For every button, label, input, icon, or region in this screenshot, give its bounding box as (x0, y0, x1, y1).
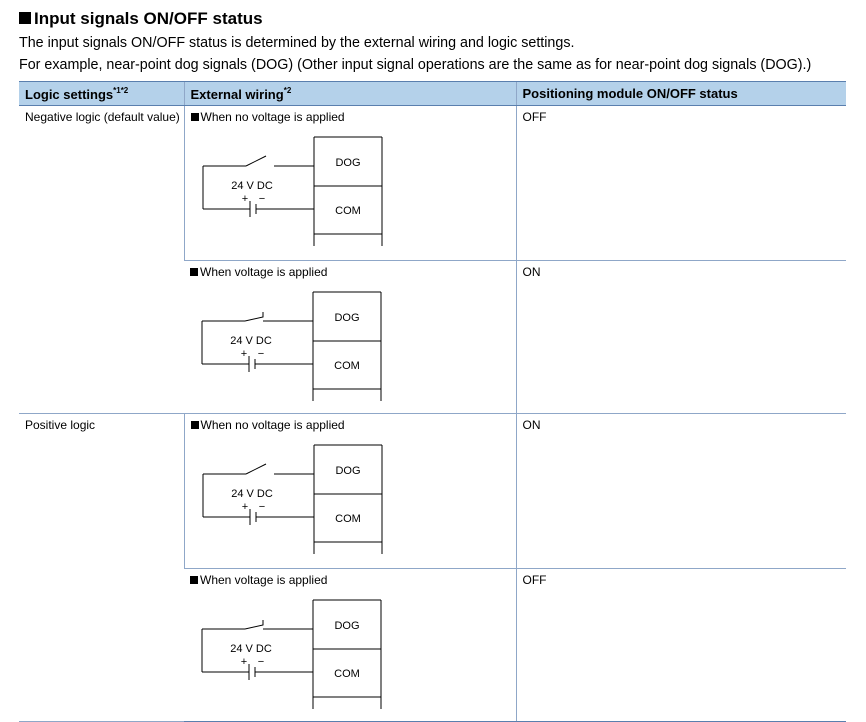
logic-cell-negative: Negative logic (default value) (19, 106, 184, 414)
square-bullet-icon (190, 268, 198, 276)
plus-sign: + (241, 193, 248, 205)
header-external-wiring: External wiring$^{*2}$ (184, 82, 516, 106)
com-terminal-label: COM (334, 205, 361, 217)
header-footnote-ref: *1*2 (113, 85, 129, 95)
square-bullet-icon (191, 421, 199, 429)
minus-sign: − (258, 501, 265, 513)
status-cell: OFF (516, 106, 846, 261)
intro-line-2: For example, near-point dog signals (DOG) (Other input signal operations are the same as for near-point dog signals (DOG).) (19, 57, 812, 73)
supply-voltage-label: 24 V DC (230, 643, 272, 655)
wiring-caption: When voltage is applied (190, 265, 516, 279)
plus-sign: + (240, 656, 248, 668)
section-title (19, 9, 263, 29)
header-onoff-status: Positioning module ON/OFF status (516, 82, 846, 106)
intro-line-1: The input signals ON/OFF status is determined by the external wiring and logic settings. (19, 35, 575, 51)
com-terminal-label: COM (334, 360, 360, 372)
switch-open-icon (246, 156, 266, 166)
wiring-diagram (195, 284, 395, 409)
minus-sign: − (257, 656, 265, 668)
dog-terminal-label: DOG (334, 157, 361, 169)
status-cell: ON (516, 414, 846, 569)
status-cell: ON (516, 261, 846, 414)
wiring-cell (184, 106, 516, 261)
plus-sign: + (241, 501, 248, 513)
square-bullet-icon (190, 576, 198, 584)
plus-sign: + (240, 348, 248, 360)
supply-voltage-label: 24 V DC (230, 180, 273, 192)
wiring-diagram (195, 592, 395, 717)
wiring-diagram (196, 437, 396, 562)
logic-cell-positive: Positive logic (19, 414, 184, 722)
table-header-row (19, 82, 846, 106)
minus-sign: − (257, 348, 265, 360)
wiring-caption: When no voltage is applied (191, 418, 516, 432)
switch-closed-icon (245, 312, 263, 321)
supply-voltage-label: 24 V DC (230, 335, 272, 347)
wiring-cell (184, 569, 516, 722)
section-title-text: Input signals ON/OFF status (34, 9, 263, 28)
dog-terminal-label: DOG (334, 312, 360, 324)
minus-sign: − (258, 193, 265, 205)
header-logic-settings: Logic settings$^{*1*2}$ (19, 82, 184, 106)
status-cell: OFF (516, 569, 846, 722)
header-footnote-ref: *2 (283, 85, 292, 95)
square-bullet-icon (19, 12, 31, 24)
com-terminal-label: COM (334, 668, 360, 680)
table-row (19, 106, 846, 261)
dog-terminal-label: DOG (334, 465, 361, 477)
supply-voltage-label: 24 V DC (230, 488, 273, 500)
table-row (19, 414, 846, 569)
wiring-cell (184, 261, 516, 414)
logic-table (19, 81, 846, 722)
wiring-diagram (196, 129, 396, 254)
wiring-caption: When voltage is applied (190, 573, 516, 587)
switch-closed-icon (245, 620, 263, 629)
wiring-cell (184, 414, 516, 569)
dog-terminal-label: DOG (334, 620, 360, 632)
switch-open-icon (246, 464, 266, 474)
com-terminal-label: COM (334, 513, 361, 525)
wiring-caption: When no voltage is applied (191, 110, 516, 124)
square-bullet-icon (191, 113, 199, 121)
